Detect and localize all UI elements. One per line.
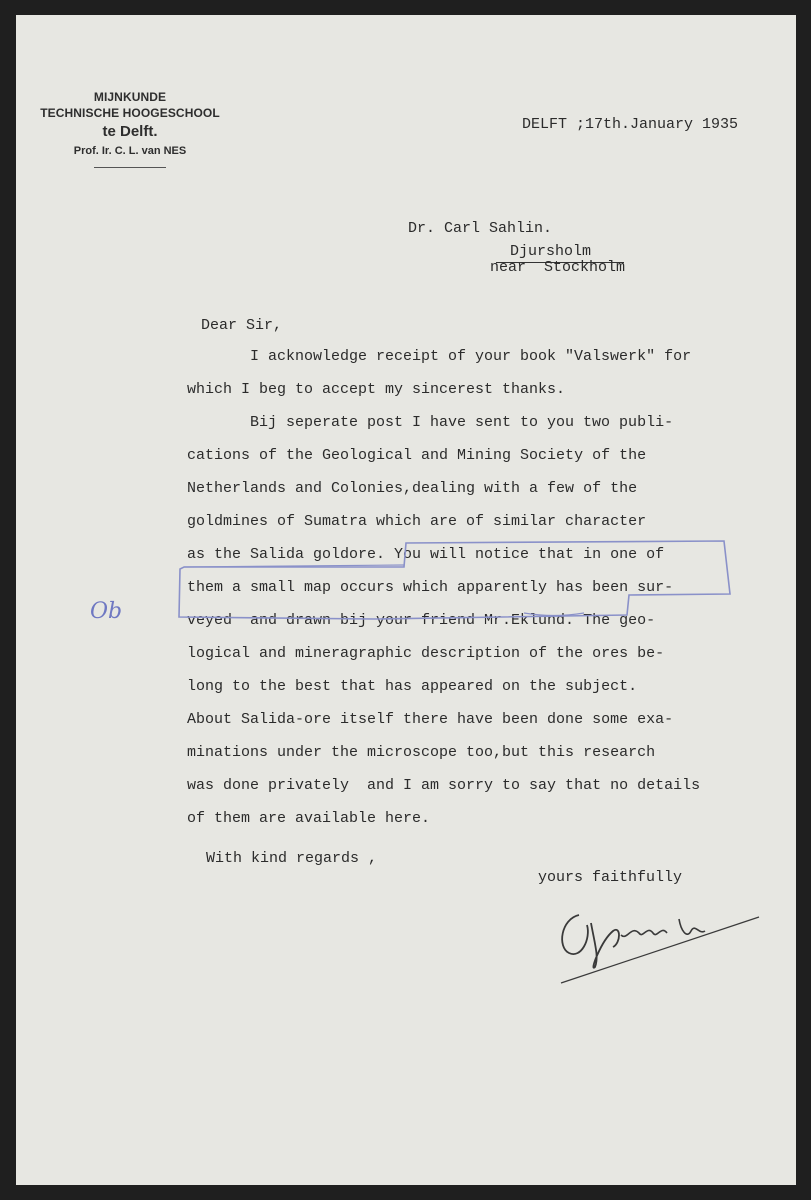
signoff: yours faithfully xyxy=(538,869,683,886)
letterhead-rule xyxy=(94,167,166,168)
closing-line: With kind regards , xyxy=(206,850,378,867)
letterhead xyxy=(16,89,244,168)
body-line: was done privately and I am sorry to say that no details xyxy=(187,777,701,794)
body-line: goldmines of Sumatra which are of similar character xyxy=(187,513,647,530)
letterhead-professor: Prof. Ir. C. L. van NES xyxy=(73,144,187,157)
recipient-city: Djursholm xyxy=(510,243,592,260)
body-line: long to the best that has appeared on the subject. xyxy=(187,678,638,695)
body-line: minations under the microscope too,but this research xyxy=(187,744,656,761)
letterhead-institution: TECHNISCHE HOOGESCHOOL xyxy=(40,106,220,121)
recipient-name: Dr. Carl Sahlin. xyxy=(408,220,553,237)
body-line: them a small map occurs which apparently has been sur- xyxy=(187,579,674,596)
margin-note: Ob xyxy=(90,599,123,624)
body-line: of them are available here. xyxy=(187,810,431,827)
letter-page xyxy=(16,15,796,1185)
body-line: About Salida-ore itself there have been done some exa- xyxy=(187,711,674,728)
letterhead-department: MIJNKUNDE xyxy=(93,90,167,104)
body-line: Netherlands and Colonies,dealing with a few of the xyxy=(187,480,638,497)
body-line: Bij seperate post I have sent to you two publi- xyxy=(250,414,674,431)
letterhead-location: te Delft. xyxy=(102,123,158,141)
body-line: which I beg to accept my sincerest thanks. xyxy=(187,381,566,398)
body-line: cations of the Geological and Mining Society of the xyxy=(187,447,647,464)
body-line: veyed and drawn bij your friend Mr.Eklund. The geo- xyxy=(187,612,656,629)
body-line: as the Salida goldore. You will notice that in one of xyxy=(187,546,665,563)
signature-image xyxy=(551,895,761,985)
recipient-region: near Stockholm xyxy=(490,259,626,276)
body-line: logical and mineragraphic description of the ores be- xyxy=(187,645,665,662)
letter-date: DELFT ;17th.January 1935 xyxy=(522,116,739,133)
salutation: Dear Sir, xyxy=(201,317,283,334)
body-line: I acknowledge receipt of your book "Valswerk" for xyxy=(250,348,692,365)
